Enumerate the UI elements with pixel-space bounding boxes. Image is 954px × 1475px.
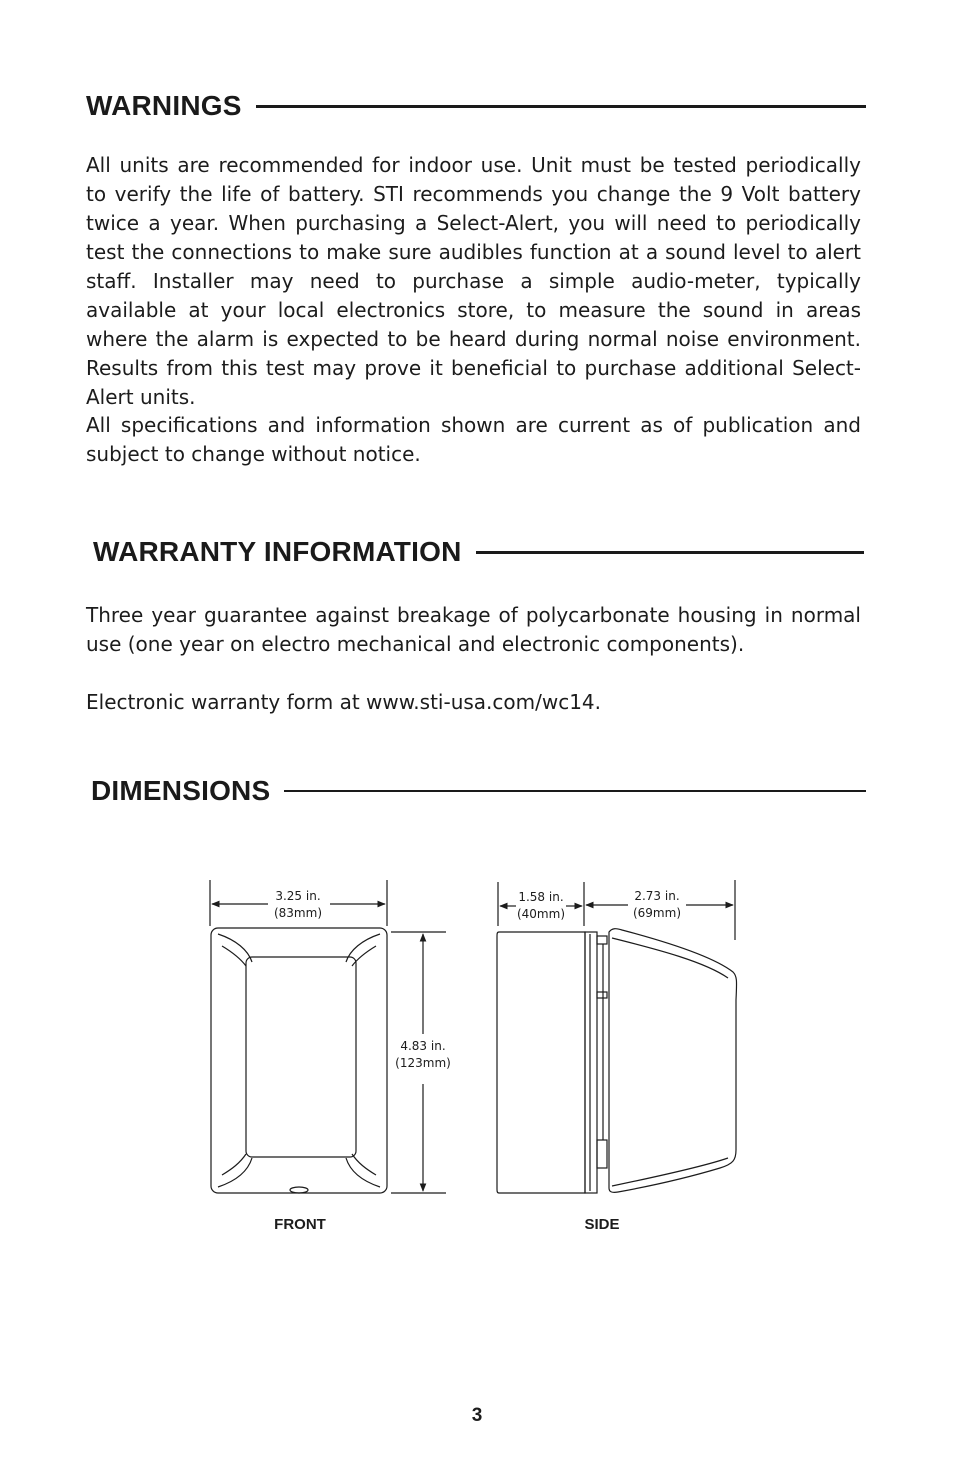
front-corner-bl [218,1158,252,1187]
side-label: SIDE [584,1216,620,1233]
front-corner-br [346,1158,380,1187]
front-corner-tr [346,934,380,962]
front-housing-outline [211,928,387,1193]
front-width-mm: (83mm) [273,906,323,920]
warnings-paragraph-2: All specifications and information shown are current as of publication and subject to change without notice. [86,413,861,466]
side-base-mm: (40mm) [516,907,566,921]
front-width-in: 3.25 in. [275,889,321,903]
front-screw [290,1187,308,1193]
page-number: 3 [471,1405,483,1426]
warranty-paragraph-2: Electronic warranty form at www.sti-usa.com/wc14. [86,690,602,714]
side-cover-mm: (69mm) [632,906,682,920]
side-hinge-bot [597,1140,607,1168]
warnings-title: WARNINGS [86,90,242,121]
front-height-mm: (123mm) [395,1056,451,1070]
front-height-in: 4.83 in. [400,1039,446,1053]
front-corner-bl-inner [222,1154,246,1175]
front-corner-tl [218,934,252,962]
front-view [210,880,446,1193]
side-hinge-mid [597,992,607,998]
front-corner-br-inner [352,1154,376,1175]
side-base [497,932,585,1193]
warranty-paragraph-1: Three year guarantee against breakage of polycarbonate housing in normal use (one year on electro mechanical and electronic components). [86,603,861,656]
side-base-in: 1.58 in. [518,890,564,904]
front-corner-tl-inner [222,946,246,966]
dimensions-title: DIMENSIONS [91,775,271,806]
side-hinge-top [597,936,607,944]
side-cover [609,929,737,1193]
warranty-title: WARRANTY INFORMATION [93,536,462,567]
side-base-edge [585,932,597,1193]
side-cover-in: 2.73 in. [634,889,680,903]
side-view [497,880,737,1193]
warnings-paragraph-1: All units are recommended for indoor use. Unit must be tested periodically to verify the life of battery. STI recommends you change the 9 Volt battery twice a year. When purchasing a Select-Alert, you will need to periodically test the connections to make sure audibles function at a sound level to alert staff. Installer may need to purchase a simple audio-meter, typically available at your local electronics store, to measure the sound in areas where the alarm is expected to be heard during normal noise environment. Results from this test may prove it beneficial to purchase additional Select-Alert units. [86,153,861,409]
front-faceplate [246,957,356,1157]
front-label: FRONT [274,1216,326,1233]
